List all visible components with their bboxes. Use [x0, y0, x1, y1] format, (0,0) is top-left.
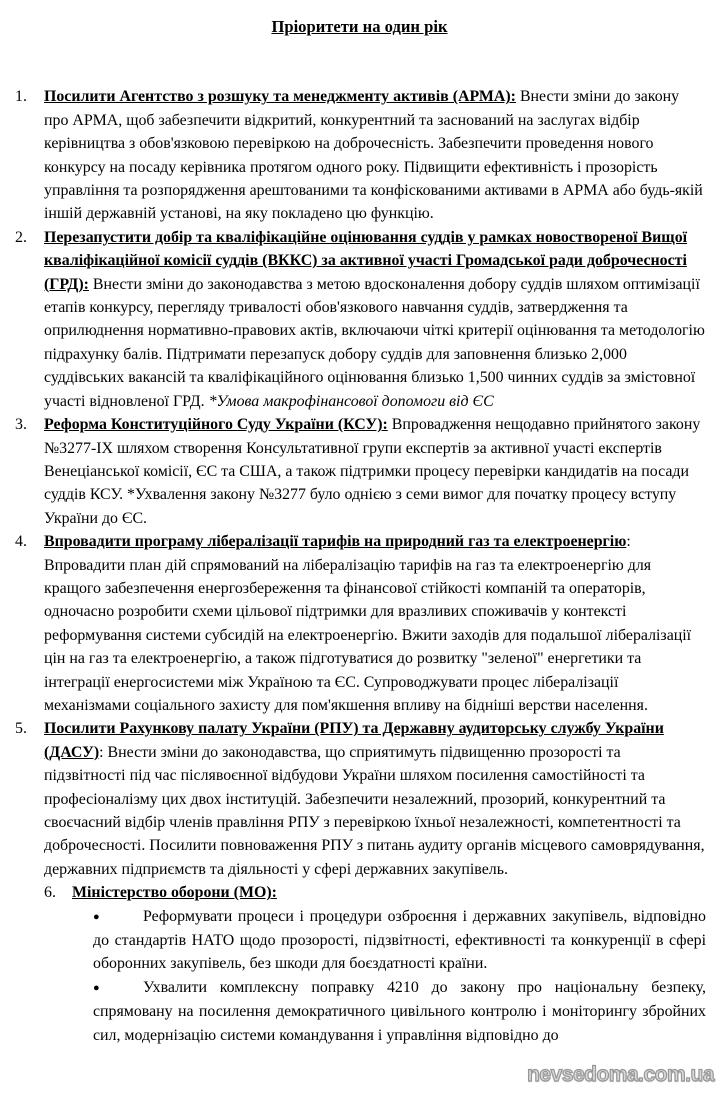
item-body: Внести зміни до закону про АРМА, щоб забезпечити відкритий, конкурентний та заснований на заслугах відбір керівництва з обов'язковою перевіркою на доброчесність. Забезпечити проведення нового конкурсу на посаду керівника протягом одного року. Підвищити ефективність і прозорість управління та розпорядження арештованими та конфіскованими активами в АРМА або будь-якій іншій державній установі, на яку покладено цю функцію.	[44, 88, 703, 223]
page-title: Пріоритети на один рік	[271, 17, 448, 36]
item-number: 3.	[15, 416, 27, 434]
item-colon: :	[99, 743, 104, 761]
item-body: Внести зміни до законодавства, що сприятимуть підвищенню прозорості та підзвітності під час післявоєнної відбудови України шляхом посилення самостійності та професіоналізму цих двох інституцій. Забезпечити незалежний, прозорий, конкурентний та своєчасний відбір членів правління РПУ з перевіркою їхньої незалежності, компетентності та доброчесності. Посилити повноваження РПУ з питань аудиту органів місцевого самоврядування, державних підприємств та діяльності у сфері державних закупівель.	[44, 743, 705, 878]
priority-item-3	[0, 413, 719, 530]
priority-item-6	[0, 881, 719, 1047]
item-number: 6.	[44, 884, 56, 902]
item-number: 4.	[15, 533, 27, 551]
item-number: 5.	[15, 720, 27, 738]
priority-item-4	[0, 530, 719, 717]
priority-list	[0, 85, 719, 1047]
watermark: nevsedoma.com.ua	[527, 1062, 714, 1086]
item-body: Впровадження нещодавно прийнятого закону №3277-IX шляхом створення Консультативної групи експертів за активної участі експертів Венеціанської комісії, ЄС та США, а також підтримки процесу перевірки кандидатів на посади суддів КСУ. *Ухвалення закону №3277 було однією з семи вимог для початку процесу вступу України до ЄС.	[44, 416, 701, 527]
item-colon: :	[626, 533, 631, 551]
item-lead: Впровадити програму лібералізації тарифів на природний газ та електроенергію	[44, 533, 627, 551]
item-body: Внести зміни до законодавства з метою вдосконалення добору суддів шляхом оптимізації етапів конкурсу, перегляду тривалості обов'язкового навчання суддів, затвердження та оприлюднення нормативно-правових актів, включаючи чіткі критерії оцінювання та методологію підрахунку балів. Підтримати перезапуск добору суддів для заповнення близько 2,000 суддівських вакансій та кваліфікаційного оцінювання близько 1,500 чинних суддів за змістовної участі відновленої ГРД.	[44, 275, 705, 410]
item-lead: Перезапустити добір та кваліфікаційне оцінювання суддів у рамках новоствореної Вищої кваліфікаційної комісії суддів (ВККС) за активної участі Громадської ради доброчесності (ГРД):	[44, 228, 688, 293]
bullet-text: Реформувати процеси і процедури озброєння і державних закупівель, відповідно до стандартів НАТО щодо прозорості, підзвітності, ефективності та конкуренції в сфері оборонних закупівель, без шкоди для боєздатності країни.	[93, 907, 706, 973]
item-body: Впровадити план дій спрямований на лібералізацію тарифів на газ та електроенергію для кращого забезпечення енергозбереження та фінансової стійкості компаній та операторів, одночасно розробити схеми цільової підтримки для вразливих споживачів у контексті реформування системи субсидій на електроенергію. Вжити заходів для подальшої лібералізації цін на газ та електроенергію, а також підготуватися до розвитку "зеленої" енергетики та інтеграції енергосистеми між Україною та ЄС. Супроводжувати процес лібералізації механізмами соціального захисту для пом'якшення впливу на бідніші верстви населення.	[44, 556, 692, 714]
bullet-icon: ●	[93, 981, 100, 994]
item-lead: Посилити Агентство з розшуку та менеджменту активів (АРМА):	[44, 88, 516, 106]
priority-item-5	[0, 717, 719, 881]
bullet-item-1	[93, 905, 706, 976]
bullet-text: Ухвалити комплексну поправку 4210 до закону про національну безпеку, спрямовану на посилення демократичного цивільного контролю і моніторингу збройних сил, модернізацію системи командування і управління відповідно до	[93, 978, 706, 1044]
item-number: 2.	[15, 228, 27, 246]
priority-item-1	[0, 85, 719, 225]
item-lead: Реформа Конституційного Суду України (КСУ):	[44, 416, 388, 434]
bullet-item-2	[93, 976, 706, 1047]
item-note: *Умова макрофінансової допомоги від ЄС	[208, 392, 494, 410]
bullet-icon: ●	[93, 910, 100, 923]
item-number: 1.	[15, 88, 27, 106]
item-lead: Посилити Рахункову палату України (РПУ) та Державну аудиторську службу України (ДАСУ)	[44, 720, 664, 761]
item-lead: Міністерство оборони (МО):	[72, 884, 277, 902]
priority-item-2	[0, 226, 719, 413]
